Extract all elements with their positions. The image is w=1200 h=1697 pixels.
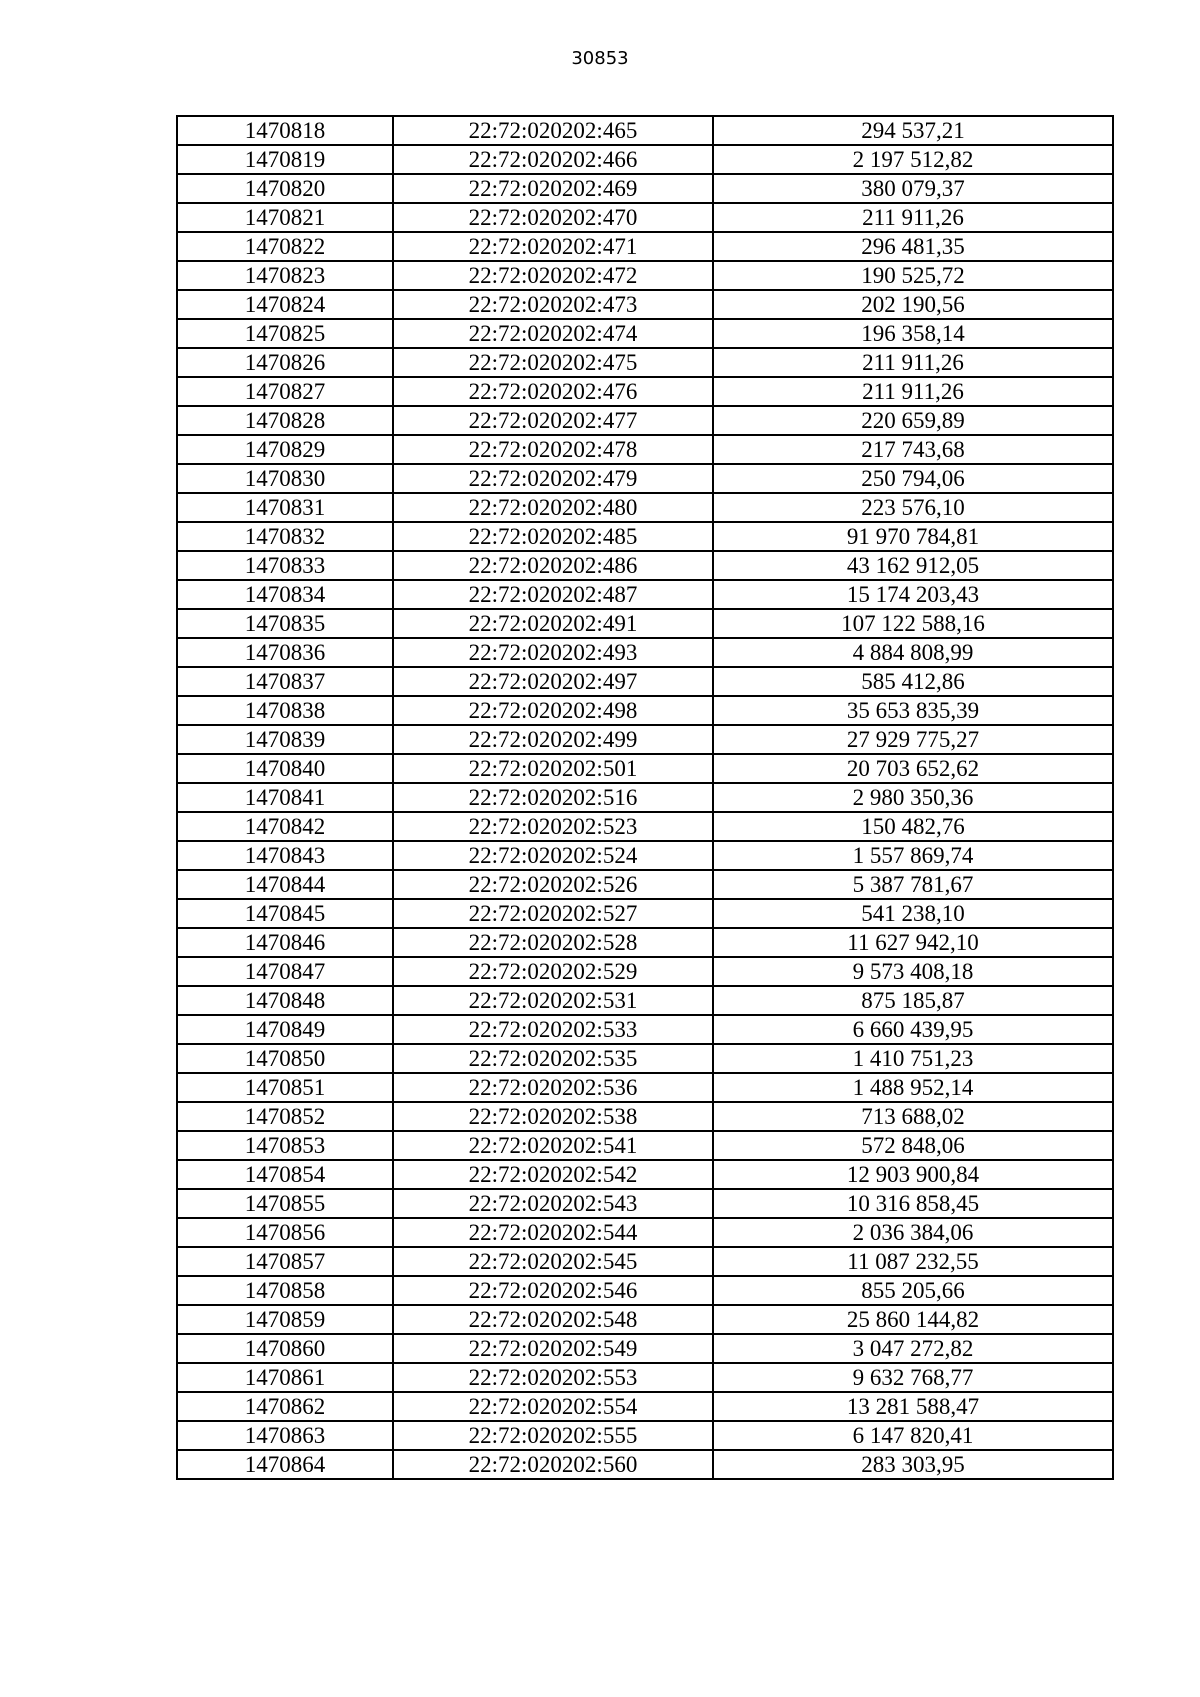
cadastral-number-cell: 22:72:020202:554 xyxy=(393,1392,713,1421)
cadastral-value-cell: 217 743,68 xyxy=(713,435,1113,464)
cadastral-value-cell: 10 316 858,45 xyxy=(713,1189,1113,1218)
table-row xyxy=(177,203,1113,232)
cadastral-value-cell: 294 537,21 xyxy=(713,116,1113,145)
table-row xyxy=(177,841,1113,870)
cadastral-number-cell: 22:72:020202:478 xyxy=(393,435,713,464)
table-row xyxy=(177,1392,1113,1421)
cadastral-value-cell: 875 185,87 xyxy=(713,986,1113,1015)
table-row xyxy=(177,754,1113,783)
row-number-cell: 1470837 xyxy=(177,667,393,696)
row-number-cell: 1470820 xyxy=(177,174,393,203)
cadastral-value-cell: 2 197 512,82 xyxy=(713,145,1113,174)
cadastral-number-cell: 22:72:020202:477 xyxy=(393,406,713,435)
table-row xyxy=(177,638,1113,667)
cadastral-value-table xyxy=(176,115,1114,1480)
cadastral-number-cell: 22:72:020202:536 xyxy=(393,1073,713,1102)
cadastral-number-cell: 22:72:020202:548 xyxy=(393,1305,713,1334)
cadastral-value-cell: 20 703 652,62 xyxy=(713,754,1113,783)
cadastral-value-cell: 855 205,66 xyxy=(713,1276,1113,1305)
table-row xyxy=(177,1421,1113,1450)
cadastral-number-cell: 22:72:020202:472 xyxy=(393,261,713,290)
row-number-cell: 1470834 xyxy=(177,580,393,609)
cadastral-number-cell: 22:72:020202:474 xyxy=(393,319,713,348)
table-row xyxy=(177,1044,1113,1073)
row-number-cell: 1470838 xyxy=(177,696,393,725)
row-number-cell: 1470839 xyxy=(177,725,393,754)
cadastral-value-cell: 9 573 408,18 xyxy=(713,957,1113,986)
table-row xyxy=(177,319,1113,348)
row-number-cell: 1470850 xyxy=(177,1044,393,1073)
cadastral-value-cell: 13 281 588,47 xyxy=(713,1392,1113,1421)
cadastral-number-cell: 22:72:020202:535 xyxy=(393,1044,713,1073)
cadastral-value-cell: 5 387 781,67 xyxy=(713,870,1113,899)
cadastral-number-cell: 22:72:020202:473 xyxy=(393,290,713,319)
cadastral-value-cell: 220 659,89 xyxy=(713,406,1113,435)
cadastral-value-cell: 1 488 952,14 xyxy=(713,1073,1113,1102)
row-number-cell: 1470833 xyxy=(177,551,393,580)
page-number: 30853 xyxy=(571,48,629,69)
cadastral-value-cell: 107 122 588,16 xyxy=(713,609,1113,638)
table-row xyxy=(177,986,1113,1015)
row-number-cell: 1470831 xyxy=(177,493,393,522)
cadastral-number-cell: 22:72:020202:498 xyxy=(393,696,713,725)
table-row xyxy=(177,696,1113,725)
cadastral-number-cell: 22:72:020202:466 xyxy=(393,145,713,174)
table-row xyxy=(177,145,1113,174)
cadastral-number-cell: 22:72:020202:523 xyxy=(393,812,713,841)
cadastral-value-cell: 2 036 384,06 xyxy=(713,1218,1113,1247)
row-number-cell: 1470848 xyxy=(177,986,393,1015)
row-number-cell: 1470819 xyxy=(177,145,393,174)
row-number-cell: 1470862 xyxy=(177,1392,393,1421)
cadastral-value-cell: 541 238,10 xyxy=(713,899,1113,928)
cadastral-value-cell: 211 911,26 xyxy=(713,203,1113,232)
table-row xyxy=(177,928,1113,957)
row-number-cell: 1470847 xyxy=(177,957,393,986)
cadastral-value-cell: 35 653 835,39 xyxy=(713,696,1113,725)
table-row xyxy=(177,406,1113,435)
cadastral-number-cell: 22:72:020202:499 xyxy=(393,725,713,754)
table-row xyxy=(177,174,1113,203)
table-row xyxy=(177,232,1113,261)
table-row xyxy=(177,1276,1113,1305)
row-number-cell: 1470828 xyxy=(177,406,393,435)
row-number-cell: 1470830 xyxy=(177,464,393,493)
cadastral-value-cell: 196 358,14 xyxy=(713,319,1113,348)
table-row xyxy=(177,899,1113,928)
cadastral-value-cell: 190 525,72 xyxy=(713,261,1113,290)
table-row xyxy=(177,1102,1113,1131)
cadastral-value-cell: 11 627 942,10 xyxy=(713,928,1113,957)
cadastral-value-cell: 2 980 350,36 xyxy=(713,783,1113,812)
table-body xyxy=(177,116,1113,1479)
cadastral-number-cell: 22:72:020202:533 xyxy=(393,1015,713,1044)
cadastral-number-cell: 22:72:020202:469 xyxy=(393,174,713,203)
row-number-cell: 1470825 xyxy=(177,319,393,348)
cadastral-value-cell: 11 087 232,55 xyxy=(713,1247,1113,1276)
row-number-cell: 1470823 xyxy=(177,261,393,290)
cadastral-value-cell: 6 147 820,41 xyxy=(713,1421,1113,1450)
table-row xyxy=(177,116,1113,145)
table-row xyxy=(177,1015,1113,1044)
row-number-cell: 1470835 xyxy=(177,609,393,638)
cadastral-number-cell: 22:72:020202:487 xyxy=(393,580,713,609)
table-row xyxy=(177,348,1113,377)
cadastral-number-cell: 22:72:020202:553 xyxy=(393,1363,713,1392)
cadastral-number-cell: 22:72:020202:501 xyxy=(393,754,713,783)
cadastral-number-cell: 22:72:020202:560 xyxy=(393,1450,713,1479)
cadastral-number-cell: 22:72:020202:529 xyxy=(393,957,713,986)
row-number-cell: 1470821 xyxy=(177,203,393,232)
table-row xyxy=(177,1334,1113,1363)
table-row xyxy=(177,261,1113,290)
row-number-cell: 1470853 xyxy=(177,1131,393,1160)
table-row xyxy=(177,1363,1113,1392)
cadastral-value-cell: 585 412,86 xyxy=(713,667,1113,696)
cadastral-number-cell: 22:72:020202:479 xyxy=(393,464,713,493)
row-number-cell: 1470845 xyxy=(177,899,393,928)
cadastral-number-cell: 22:72:020202:546 xyxy=(393,1276,713,1305)
table-row xyxy=(177,1450,1113,1479)
row-number-cell: 1470849 xyxy=(177,1015,393,1044)
row-number-cell: 1470856 xyxy=(177,1218,393,1247)
cadastral-value-cell: 283 303,95 xyxy=(713,1450,1113,1479)
cadastral-value-cell: 150 482,76 xyxy=(713,812,1113,841)
table-row xyxy=(177,435,1113,464)
table-row xyxy=(177,551,1113,580)
cadastral-number-cell: 22:72:020202:543 xyxy=(393,1189,713,1218)
row-number-cell: 1470836 xyxy=(177,638,393,667)
cadastral-value-cell: 296 481,35 xyxy=(713,232,1113,261)
row-number-cell: 1470843 xyxy=(177,841,393,870)
cadastral-value-cell: 572 848,06 xyxy=(713,1131,1113,1160)
table-row xyxy=(177,1218,1113,1247)
cadastral-value-cell: 380 079,37 xyxy=(713,174,1113,203)
cadastral-number-cell: 22:72:020202:485 xyxy=(393,522,713,551)
row-number-cell: 1470832 xyxy=(177,522,393,551)
row-number-cell: 1470852 xyxy=(177,1102,393,1131)
row-number-cell: 1470864 xyxy=(177,1450,393,1479)
cadastral-number-cell: 22:72:020202:524 xyxy=(393,841,713,870)
table-row xyxy=(177,580,1113,609)
cadastral-number-cell: 22:72:020202:555 xyxy=(393,1421,713,1450)
cadastral-number-cell: 22:72:020202:516 xyxy=(393,783,713,812)
cadastral-value-cell: 202 190,56 xyxy=(713,290,1113,319)
row-number-cell: 1470827 xyxy=(177,377,393,406)
cadastral-number-cell: 22:72:020202:545 xyxy=(393,1247,713,1276)
table-row xyxy=(177,493,1113,522)
cadastral-value-cell: 12 903 900,84 xyxy=(713,1160,1113,1189)
cadastral-value-cell: 223 576,10 xyxy=(713,493,1113,522)
cadastral-number-cell: 22:72:020202:526 xyxy=(393,870,713,899)
cadastral-number-cell: 22:72:020202:531 xyxy=(393,986,713,1015)
cadastral-value-cell: 713 688,02 xyxy=(713,1102,1113,1131)
table-row xyxy=(177,377,1113,406)
row-number-cell: 1470851 xyxy=(177,1073,393,1102)
row-number-cell: 1470841 xyxy=(177,783,393,812)
table-row xyxy=(177,957,1113,986)
cadastral-number-cell: 22:72:020202:470 xyxy=(393,203,713,232)
row-number-cell: 1470858 xyxy=(177,1276,393,1305)
row-number-cell: 1470818 xyxy=(177,116,393,145)
table-row xyxy=(177,1305,1113,1334)
table-row xyxy=(177,1131,1113,1160)
cadastral-value-cell: 1 410 751,23 xyxy=(713,1044,1113,1073)
cadastral-value-cell: 27 929 775,27 xyxy=(713,725,1113,754)
row-number-cell: 1470829 xyxy=(177,435,393,464)
cadastral-number-cell: 22:72:020202:542 xyxy=(393,1160,713,1189)
cadastral-value-cell: 9 632 768,77 xyxy=(713,1363,1113,1392)
cadastral-number-cell: 22:72:020202:497 xyxy=(393,667,713,696)
table-row xyxy=(177,1247,1113,1276)
row-number-cell: 1470826 xyxy=(177,348,393,377)
cadastral-value-cell: 211 911,26 xyxy=(713,377,1113,406)
row-number-cell: 1470846 xyxy=(177,928,393,957)
row-number-cell: 1470861 xyxy=(177,1363,393,1392)
cadastral-number-cell: 22:72:020202:486 xyxy=(393,551,713,580)
row-number-cell: 1470842 xyxy=(177,812,393,841)
cadastral-number-cell: 22:72:020202:471 xyxy=(393,232,713,261)
cadastral-number-cell: 22:72:020202:541 xyxy=(393,1131,713,1160)
cadastral-number-cell: 22:72:020202:493 xyxy=(393,638,713,667)
cadastral-number-cell: 22:72:020202:528 xyxy=(393,928,713,957)
table-row xyxy=(177,725,1113,754)
row-number-cell: 1470859 xyxy=(177,1305,393,1334)
cadastral-number-cell: 22:72:020202:549 xyxy=(393,1334,713,1363)
row-number-cell: 1470860 xyxy=(177,1334,393,1363)
cadastral-number-cell: 22:72:020202:476 xyxy=(393,377,713,406)
table-row xyxy=(177,464,1113,493)
row-number-cell: 1470844 xyxy=(177,870,393,899)
table-row xyxy=(177,609,1113,638)
cadastral-value-cell: 4 884 808,99 xyxy=(713,638,1113,667)
row-number-cell: 1470840 xyxy=(177,754,393,783)
cadastral-value-cell: 43 162 912,05 xyxy=(713,551,1113,580)
cadastral-value-cell: 3 047 272,82 xyxy=(713,1334,1113,1363)
table-row xyxy=(177,1073,1113,1102)
cadastral-number-cell: 22:72:020202:480 xyxy=(393,493,713,522)
row-number-cell: 1470855 xyxy=(177,1189,393,1218)
cadastral-value-cell: 15 174 203,43 xyxy=(713,580,1113,609)
row-number-cell: 1470824 xyxy=(177,290,393,319)
table-row xyxy=(177,667,1113,696)
cadastral-number-cell: 22:72:020202:475 xyxy=(393,348,713,377)
table-row xyxy=(177,870,1113,899)
row-number-cell: 1470854 xyxy=(177,1160,393,1189)
cadastral-value-cell: 91 970 784,81 xyxy=(713,522,1113,551)
cadastral-value-cell: 6 660 439,95 xyxy=(713,1015,1113,1044)
cadastral-value-cell: 1 557 869,74 xyxy=(713,841,1113,870)
table-row xyxy=(177,1160,1113,1189)
table-row xyxy=(177,812,1113,841)
cadastral-number-cell: 22:72:020202:544 xyxy=(393,1218,713,1247)
row-number-cell: 1470822 xyxy=(177,232,393,261)
cadastral-number-cell: 22:72:020202:465 xyxy=(393,116,713,145)
cadastral-value-cell: 211 911,26 xyxy=(713,348,1113,377)
cadastral-value-cell: 25 860 144,82 xyxy=(713,1305,1113,1334)
cadastral-number-cell: 22:72:020202:527 xyxy=(393,899,713,928)
cadastral-number-cell: 22:72:020202:491 xyxy=(393,609,713,638)
table-row xyxy=(177,783,1113,812)
cadastral-value-cell: 250 794,06 xyxy=(713,464,1113,493)
table-row xyxy=(177,1189,1113,1218)
row-number-cell: 1470857 xyxy=(177,1247,393,1276)
table-row xyxy=(177,290,1113,319)
row-number-cell: 1470863 xyxy=(177,1421,393,1450)
cadastral-number-cell: 22:72:020202:538 xyxy=(393,1102,713,1131)
table-row xyxy=(177,522,1113,551)
